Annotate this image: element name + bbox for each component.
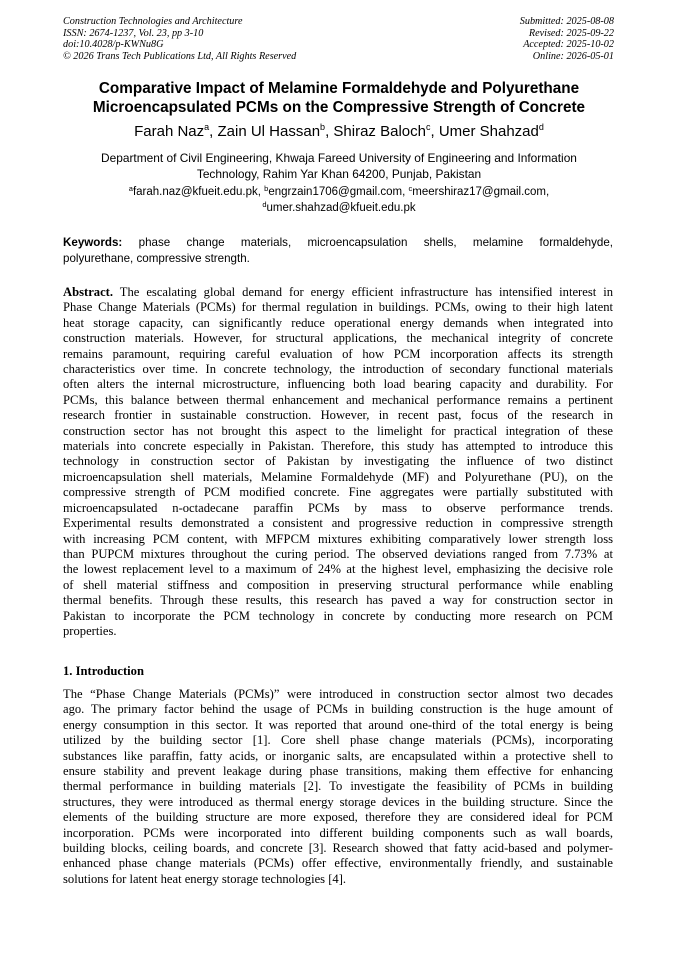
author-affil-mark: c xyxy=(425,122,431,132)
keywords-text: phase change materials, microencapsulation shells, melamine formaldehyde, xyxy=(138,236,613,249)
abstract-line: heat storage capacity, can significantly reduce operational energy demands when integrated into xyxy=(63,315,613,330)
abstract-line: construction materials. However, for structural applications, the mechanical integrity of concrete xyxy=(63,331,613,346)
author-name: Umer Shahzad xyxy=(438,123,539,140)
abstract-line: properties. xyxy=(63,623,117,638)
abstract-label: Abstract. xyxy=(63,285,114,299)
body-line: substances like paraffin, fatty acids, or inorganic salts, are encapsulated within a protective shell to xyxy=(63,748,613,763)
journal-name: Construction Technologies and Architecture xyxy=(63,16,243,27)
author-name: Shiraz Baloch xyxy=(333,123,426,140)
abstract-line: research frontier in sustainable construction. However, in recent past, focus of the research in xyxy=(63,408,613,423)
issn-volume: ISSN: 2674-1237, Vol. 23, pp 3-10 xyxy=(63,27,204,39)
author-name: Zain Ul Hassan xyxy=(217,123,321,140)
abstract-line: The escalating global demand for energy efficient infrastructure has intensified interest in xyxy=(119,285,613,299)
abstract-line: PCMs, this balance between thermal enhancement and mechanical performance remains a pertinent xyxy=(63,392,613,407)
abstract-line: Experimental results demonstrated a consistent and progressive reduction in compressive strength xyxy=(63,516,613,531)
abstract xyxy=(63,285,613,639)
author-sep: , xyxy=(430,123,439,140)
keywords-label: Keywords: xyxy=(63,236,123,249)
abstract-line: Pakistan to incorporate the PCM technology in concrete by conducting more research on PCM xyxy=(63,608,613,623)
email-link[interactable]: engrzain1706@gmail.com xyxy=(268,186,403,198)
body-line: enhanced phase change materials (PCMs) offer effective, environmentally friendly, and sustainable xyxy=(63,856,613,871)
publication-dates xyxy=(520,16,614,62)
body-line: energy consumption in this sector. It was reported that around one-third of the total energy is being xyxy=(63,717,613,732)
body-line: elements of the building structure are more exposed, therefore they are considered ideal for PCM xyxy=(63,810,613,825)
affiliation xyxy=(70,150,608,182)
abstract-line: often alters the internal microstructure, influencing both load bearing capacity and durability. For xyxy=(63,377,613,392)
paper-title xyxy=(40,80,638,117)
abstract-line: characteristics over time. In concrete technology, the introduction of secondary functional materials xyxy=(63,362,613,377)
author-sep: , xyxy=(325,123,334,140)
accepted-date: Accepted: 2025-10-02 xyxy=(523,39,614,50)
journal-info xyxy=(63,16,296,62)
keywords xyxy=(63,235,613,267)
abstract-line: Phase Change Materials (PCMs) for thermal regulation in buildings. PCMs, owing to their high latent xyxy=(63,300,613,315)
title-line: Microencapsulated PCMs on the Compressive Strength of Concrete xyxy=(92,98,586,116)
author-affil-mark: a xyxy=(204,122,210,132)
author-sep: , xyxy=(209,123,218,140)
abstract-line: with increasing PCM content, with MFPCM mixtures exhibiting comparatively lower strength loss xyxy=(63,531,613,546)
body-line: The “Phase Change Materials (PCMs)” were introduced in construction sector almost two decades xyxy=(63,687,613,701)
author-affil-mark: d xyxy=(538,122,544,132)
title-line: Comparative Impact of Melamine Formaldehyde and Polyurethane xyxy=(98,80,580,97)
abstract-line: microencapsulated n-octadecane paraffin PCMs by mass to observe performance trends. xyxy=(63,500,613,515)
abstract-line: than PUPCM mixtures throughout the curing period. The observed deviations ranged from 7.73% at xyxy=(63,546,613,561)
body-line: incorporation. PCMs were incorporated into different building components such as wall boards, xyxy=(63,825,613,840)
abstract-line: remains paramount, requiring careful evaluation of how PCM incorporation affects its strength xyxy=(63,346,613,361)
email-link[interactable]: farah.naz@kfueit.edu.pk xyxy=(132,186,258,198)
abstract-line: technology in construction sector of Pakistan by investigating the influence of two distinct xyxy=(63,454,613,469)
body-line: utilized by the building sector [1]. Core shell phase change materials (PCMs), incorporating xyxy=(63,733,613,748)
doi: doi:10.4028/p-KWNu8G xyxy=(63,39,164,50)
email-link[interactable]: umer.shahzad@kfueit.edu.pk xyxy=(266,201,416,214)
body-line: building blocks, ceiling boards, and concrete [3]. Research showed that fatty acid-based and polymer- xyxy=(63,841,613,856)
abstract-line: microencapsulation shell materials, Melamine Formaldehyde (MF) and Polyurethane (PU), on the xyxy=(63,469,613,484)
revised-date: Revised: 2025-09-22 xyxy=(528,27,614,39)
abstract-line: thermal benefits. Through these results, this research has paved a way for construction sector in xyxy=(63,593,613,608)
author-affil-mark: b xyxy=(320,122,326,132)
keywords-text: polyurethane, compressive strength. xyxy=(63,252,250,265)
body-line: ago. The primary factor behind the usage of PCMs in building construction is the huge amount of xyxy=(63,702,613,717)
author-name: Farah Naz xyxy=(134,123,205,140)
abstract-line: materials into concrete especially in Pakistan. Therefore, this study has attempted to introduce this xyxy=(63,439,613,454)
body-line: structures, they were introduced as thermal energy storage devices in the building structure. Since the xyxy=(63,794,613,809)
abstract-line: the lowest replacement level to a maximum of 24% at the highest level, emphasizing the decisive role xyxy=(63,562,613,577)
affiliation-line: Department of Civil Engineering, Khwaja Fareed University of Engineering and Information xyxy=(101,151,577,165)
introduction-paragraph xyxy=(63,687,613,887)
submitted-date: Submitted: 2025-08-08 xyxy=(519,16,614,27)
online-date: Online: 2026-05-01 xyxy=(532,50,614,62)
author-list xyxy=(40,123,638,141)
body-line: solutions for latent heat energy storage technologies [4]. xyxy=(63,871,347,886)
author-emails: $^a$farah.naz@kfueit.edu.pk, $^b$engrzain1706@gmail.com, $^c$meershiraz17@gmail.com, $^d$umer.shahzad@kfueit.edu.pk xyxy=(128,184,550,214)
copyright: © 2026 Trans Tech Publications Ltd, All Rights Reserved xyxy=(63,50,297,62)
abstract-line: compressive strength of PCM modified concrete. Fine aggregates were partially substituted with xyxy=(63,485,613,500)
body-line: thermal performance in building materials [2]. To investigate the feasibility of PCMs in building xyxy=(63,779,613,794)
abstract-line: of shell material stiffness and composition in preserving structural performance while enabling xyxy=(63,577,613,592)
email-link[interactable]: meershiraz17@gmail.com xyxy=(412,186,547,198)
affiliation-line: Technology, Rahim Yar Khan 64200, Punjab, Pakistan xyxy=(196,167,482,181)
body-line: ensure stability and prevent leakage during phase transitions, making them effective for enhancing xyxy=(63,764,613,779)
section-heading: 1. Introduction xyxy=(63,664,144,678)
abstract-line: construction sector has not brought this aspect to the limelight for practical integration of these xyxy=(63,423,613,438)
